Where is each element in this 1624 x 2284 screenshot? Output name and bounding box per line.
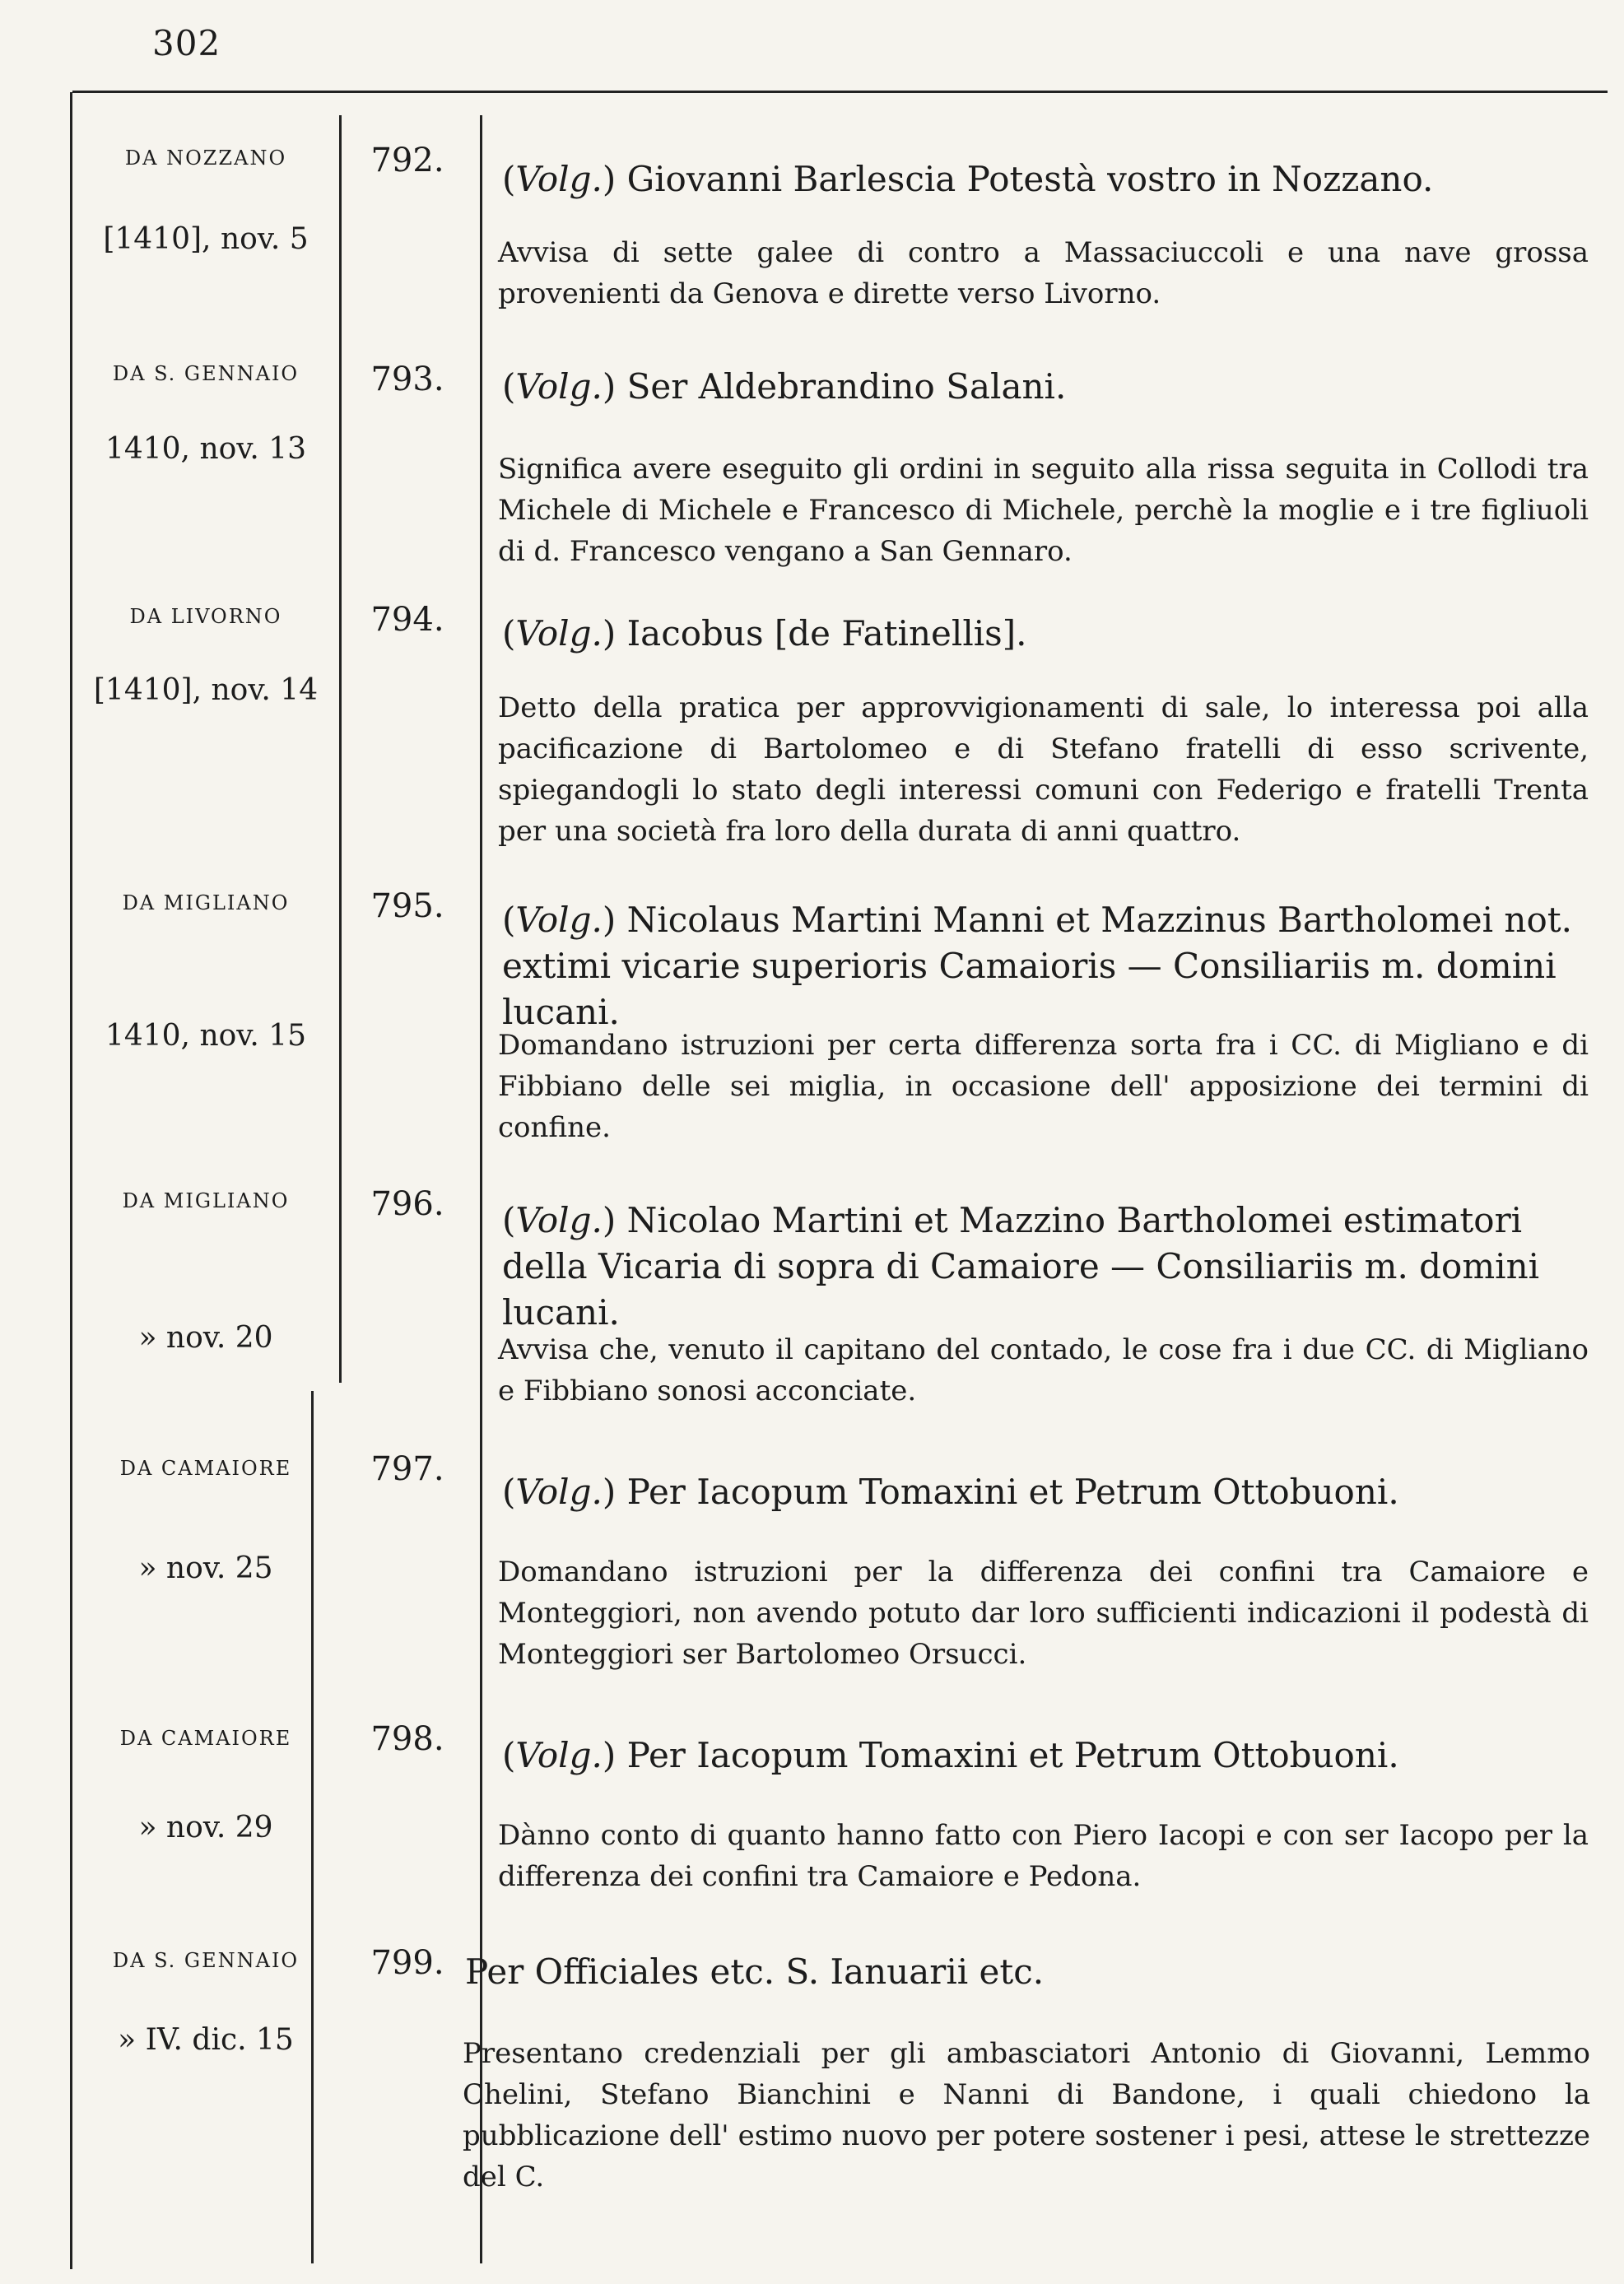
entry-date: [1410], nov. 14 — [93, 673, 319, 707]
entry-summary: Presentano credenziali per gli ambasciatori Antonio di Giovanni, Lemmo Chelini, Stefano Bianchini e Nanni di Bandone, i quali chiedono la pubblicazione dell' estimo nuovo per potere sostener i pesi, attese le strettezze del C. — [463, 2037, 1590, 2193]
entry-date: » nov. 29 — [138, 1811, 273, 1844]
volg-label: Volg. — [515, 159, 603, 199]
entry-place: DA MIGLIANO — [122, 891, 290, 914]
entry-date: 1410, nov. 15 — [105, 1019, 307, 1053]
entry-heading-text: Nicolao Martini et Mazzino Bartholomei estimatori della Vicaria di sopra di Camaiore — Consiliariis m. domini lucani. — [502, 1200, 1540, 1333]
volg-label: Volg. — [515, 900, 603, 940]
entry-summary: Dànno conto di quanto hanno fatto con Piero Iacopi e con ser Iacopo per la differenza dei confini tra Camaiore e Pedona. — [498, 1819, 1589, 1893]
entry-place: DA CAMAIORE — [119, 1457, 292, 1480]
entry-date: 1410, nov. 13 — [105, 432, 307, 466]
entry-heading-text: Giovanni Barlescia Potestà vostro in Nozzano. — [626, 159, 1434, 199]
entry-place: DA S. GENNAIO — [112, 1949, 300, 1972]
entry-heading-text: Iacobus [de Fatinellis]. — [626, 613, 1027, 654]
entry-place: DA LIVORNO — [129, 605, 282, 628]
entry-heading: (Volg.) Per Iacopum Tomaxini et Petrum Ottobuoni. — [502, 1735, 1399, 1775]
entry-number: 795. — [370, 887, 444, 925]
entry-heading: (Volg.) Per Iacopum Tomaxini et Petrum Ottobuoni. — [502, 1472, 1399, 1512]
entry-number: 793. — [370, 361, 444, 398]
entry-heading: (Volg.) Iacobus [de Fatinellis]. — [502, 613, 1027, 654]
entry-heading: (Volg.) Ser Aldebrandino Salani. — [502, 366, 1067, 407]
entry-number: 799. — [370, 1944, 444, 1982]
entry-date: » nov. 20 — [138, 1321, 273, 1355]
entry-summary: Significa avere eseguito gli ordini in seguito alla rissa seguita in Collodi tra Michele di Michele e Francesco di Michele, perchè la moglie e i tre figliuoli di d. Francesco vengano a San Gennaro. — [498, 453, 1589, 568]
entry-summary: Avvisa che, venuto il capitano del contado, le cose fra i due CC. di Migliano e Fibbiano sonosi acconciate. — [498, 1333, 1589, 1407]
volg-label: Volg. — [515, 1735, 603, 1775]
entry-place: DA MIGLIANO — [122, 1189, 290, 1212]
column-rule — [70, 92, 72, 2269]
entry-number: 796. — [370, 1185, 444, 1223]
entry-summary: Avvisa di sette galee di contro a Massaciuccoli e una nave grossa provenienti da Genova e dirette verso Livorno. — [498, 236, 1589, 310]
entry-heading: (Volg.) Nicolaus Martini Manni et Mazzinus Bartholomei not. extimi vicarie superioris Camaioris — Consiliariis m. domini lucani. — [502, 900, 1572, 1032]
page-number: 302 — [152, 23, 221, 63]
entry-heading: (Volg.) Giovanni Barlescia Potestà vostro in Nozzano. — [502, 159, 1434, 199]
entry-place: DA CAMAIORE — [119, 1727, 292, 1750]
entry-summary: Detto della pratica per approvvigionamenti di sale, lo interessa poi alla pacificazione di Bartolomeo e di Stefano fratelli di esso scrivente, spiegandogli lo stato degli interessi comuni con Federigo e fratelli Trenta per una società fra loro della durata di anni quattro. — [498, 691, 1589, 848]
entry-date: » IV. dic. 15 — [118, 2023, 294, 2057]
entry-summary: Domandano istruzioni per la differenza dei confini tra Camaiore e Monteggiori, non avendo potuto dar loro sufficienti indicazioni il podestà di Monteggiori ser Bartolomeo Orsucci. — [498, 1556, 1589, 1671]
entry-number: 792. — [370, 142, 444, 179]
entry-heading-text: Per Iacopum Tomaxini et Petrum Ottobuoni. — [626, 1735, 1399, 1775]
entry-number: 798. — [370, 1720, 444, 1758]
entry-number: 797. — [370, 1450, 444, 1488]
entry-place: DA S. GENNAIO — [112, 362, 300, 385]
volg-label: Volg. — [515, 1472, 603, 1512]
entry-heading-text: Nicolaus Martini Manni et Mazzinus Bartholomei not. extimi vicarie superioris Camaioris — Consiliariis m. domini lucani. — [502, 900, 1572, 1032]
column-rule — [480, 115, 482, 2263]
top-rule — [72, 91, 1608, 93]
entry-date: [1410], nov. 5 — [103, 222, 309, 256]
entry-date: » nov. 25 — [138, 1551, 273, 1585]
entry-number: 794. — [370, 601, 444, 639]
entry-heading: (Volg.) Nicolao Martini et Mazzino Bartholomei estimatori della Vicaria di sopra di Camaiore — Consiliariis m. domini lucani. — [502, 1200, 1540, 1333]
entry-summary: Domandano istruzioni per certa differenza sorta fra i CC. di Migliano e di Fibbiano delle sei miglia, in occasione dell' apposizione dei termini di confine. — [498, 1029, 1589, 1144]
volg-label: Volg. — [515, 613, 603, 654]
entry-heading: Per Officiales etc. S. Ianuarii etc. — [465, 1951, 1045, 1992]
volg-label: Volg. — [515, 1200, 603, 1240]
entry-heading-text: Ser Aldebrandino Salani. — [626, 366, 1067, 407]
entry-place: DA NOZZANO — [124, 147, 287, 170]
volg-label: Volg. — [515, 366, 603, 407]
entry-heading-text: Per Iacopum Tomaxini et Petrum Ottobuoni. — [626, 1472, 1399, 1512]
